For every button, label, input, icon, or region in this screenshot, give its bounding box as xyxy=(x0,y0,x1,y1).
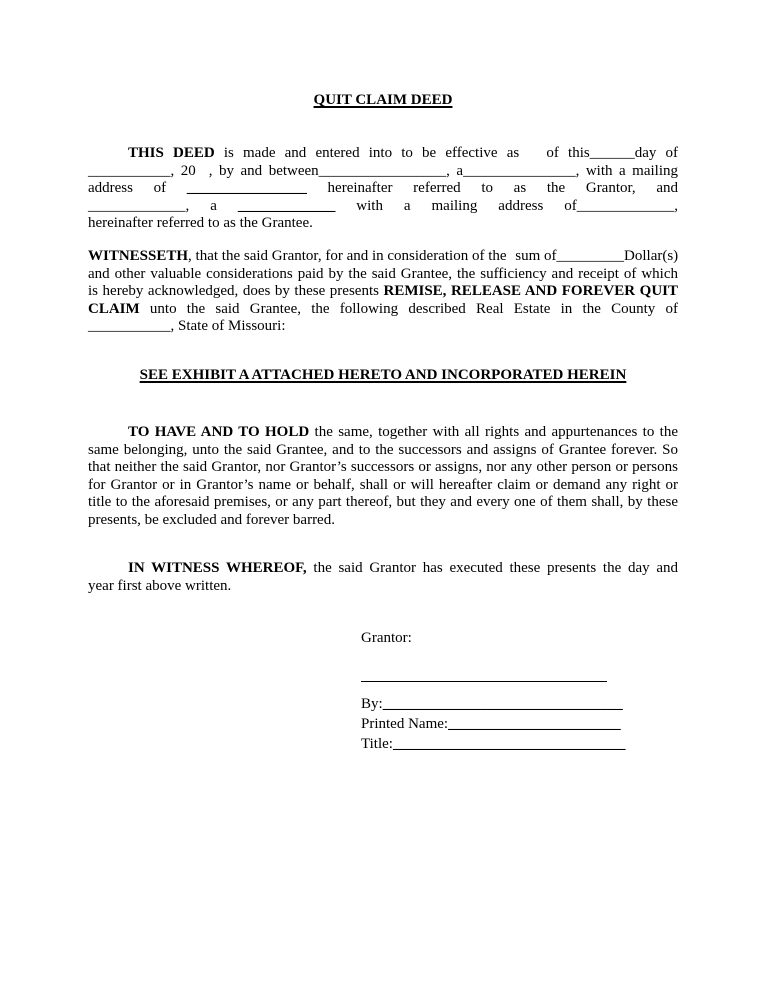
intro-line-5: hereinafter referred to as the Grantee. xyxy=(88,215,313,231)
witnesseth-line-4 xyxy=(88,301,678,319)
printed-name-row xyxy=(361,714,681,734)
habendum-line-3: that neither the said Grantor, nor Grantor’s successors or assigns, nor any other person or persons xyxy=(88,459,678,475)
grantor-label: Grantor: xyxy=(361,630,412,646)
witnesseth-line-4-text: unto the said Grantee, the following described Real Estate in the County of xyxy=(139,300,678,317)
grantee-type-blank: _____________ xyxy=(237,197,336,214)
witness-clause-paragraph xyxy=(88,560,678,595)
witnesseth-paragraph xyxy=(88,248,678,336)
remise-release-lead: REMISE, RELEASE AND FOREVER QUIT xyxy=(383,283,678,299)
in-witness-whereof-lead: IN WITNESS WHEREOF, xyxy=(128,560,307,576)
title-label: Title: xyxy=(361,736,393,752)
habendum-line-6: presents, be excluded and forever barred. xyxy=(88,511,335,528)
county-blank-line: ___________, State of Missouri: xyxy=(88,318,286,334)
witnesseth-line-1-text: , that the said Grantor, for and in consideration of the xyxy=(188,248,511,264)
gap-spacer xyxy=(528,156,546,157)
habendum-line-1 xyxy=(88,424,678,442)
document-title-text: QUIT CLAIM DEED xyxy=(313,92,453,108)
intro-paragraph xyxy=(88,145,678,233)
grantor-name-blank-text: , by and between_________________, a_______________, with a mailing xyxy=(208,162,678,179)
witnesseth-line-3 xyxy=(88,283,678,301)
witnesseth-line-2: and other valuable considerations paid by the said Grantee, the sufficiency and receipt of which xyxy=(88,265,678,282)
habendum-line-2: same belonging, unto the said Grantee, and to the successors and assigns of Grantee forever. So xyxy=(88,441,678,458)
exhibit-notice-text: SEE EXHIBIT A ATTACHED HERETO AND INCORPORATED HEREIN xyxy=(139,367,627,383)
grantee-name-blank-text: _____________, a xyxy=(88,197,238,214)
habendum-line-5: title to the aforesaid premises, or any part thereof, but they and every one of them shall, by these xyxy=(88,494,678,510)
claim-lead: CLAIM xyxy=(88,300,140,317)
intro-line-3 xyxy=(88,180,678,198)
intro-line-1 xyxy=(88,145,678,163)
signature-block xyxy=(361,694,681,754)
grantor-signature-line xyxy=(361,681,607,682)
habendum-line-1-text: the same, together with all rights and appurtenances to the xyxy=(309,424,678,440)
intro-line-1-text: is made and entered into to be effective as xyxy=(214,145,529,161)
printed-name-blank: _______________________ xyxy=(448,716,621,732)
habendum-paragraph xyxy=(88,424,678,529)
witness-clause-line-1 xyxy=(88,560,678,578)
intro-line-2 xyxy=(88,163,678,181)
grantor-address-blank: ________________ xyxy=(186,180,307,196)
by-row xyxy=(361,694,681,714)
intro-line-3-rest: hereinafter referred to as the Grantor, and xyxy=(306,180,678,196)
month-year-blank-text: ___________, 20 xyxy=(88,162,196,179)
title-row xyxy=(361,734,681,754)
witnesseth-line-1 xyxy=(88,248,678,266)
this-deed-lead: THIS DEED xyxy=(128,145,215,161)
intro-line-4 xyxy=(88,198,678,216)
to-have-and-to-hold-lead: TO HAVE AND TO HOLD xyxy=(128,424,310,440)
grantee-address-blank-text: with a mailing address of_____________, xyxy=(335,197,678,214)
witness-clause-line-2: year first above written. xyxy=(88,577,232,594)
habendum-line-4: for Grantor or in Grantor’s name or behalf, shall or will hereafter claim or demand any right or xyxy=(88,476,678,493)
intro-line-3-text: address of xyxy=(88,180,187,196)
title-blank: _______________________________ xyxy=(392,736,626,752)
document-title xyxy=(88,92,678,109)
gap-spacer xyxy=(196,174,209,175)
printed-name-label: Printed Name: xyxy=(361,716,449,732)
sum-blank-text: sum of_________Dollar(s) xyxy=(515,248,679,264)
witness-clause-line-1-text: the said Grantor has executed these presents the day and xyxy=(306,560,678,576)
witnesseth-line-3-text: is hereby acknowledged, does by these presents xyxy=(88,283,384,299)
by-label: By: xyxy=(361,696,383,712)
by-blank: ________________________________ xyxy=(382,696,623,712)
exhibit-notice xyxy=(88,367,678,384)
witnesseth-lead: WITNESSETH xyxy=(88,248,189,264)
effective-day-blank-text: of this______day of xyxy=(546,145,679,161)
